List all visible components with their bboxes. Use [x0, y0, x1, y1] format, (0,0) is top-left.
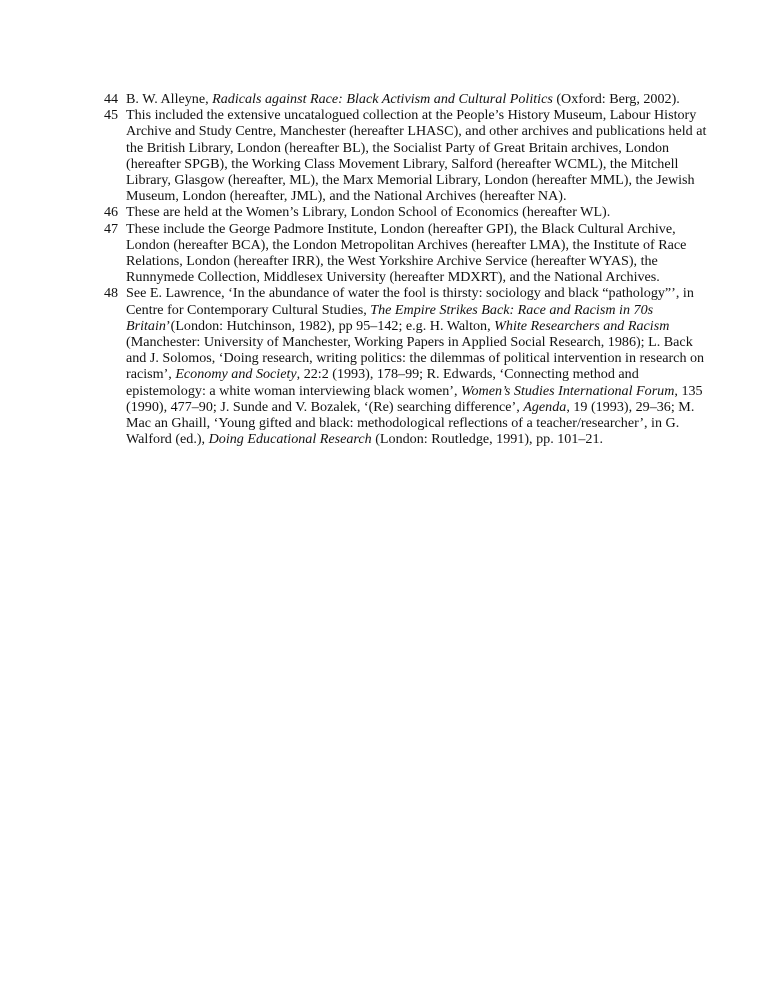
endnote-text: See E. Lawrence, ‘In the abundance of water the fool is thirsty: sociology and black “pathology”’, in Centre for Contemporary Cultural Studies, The Empire Strikes Back: Race and Racism in 70s Britain’(London: Hutchinson, 1982), pp 95–142; e.g. H. Walton, White Researchers and Racism (Manchester: University of Manchester, Working Papers in Applied Social Research, 1986); L. Back and J. Solomos, ‘Doing research, writing politics: the dilemmas of political intervention in research on racism’, Economy and Society, 22:2 (1993), 178–99; R. Edwards, ‘Connecting method and epistemology: a white woman interviewing black women’, Women’s Studies International Forum, 135 (1990), 477–90; J. Sunde and V. Bozalek, ‘(Re) searching difference’, Agenda, 19 (1993), 29–36; M. Mac an Ghaill, ‘Young gifted and black: methodological reflections of a teacher/researcher’, in G. Walford (ed.), Doing Educational Research (London: Routledge, 1991), pp. 101–21. — [126, 285, 705, 448]
endnote-44 — [104, 91, 710, 107]
endnote-47 — [104, 221, 710, 286]
endnotes-list — [104, 91, 710, 447]
endnote-number: 46 — [104, 204, 119, 221]
endnote-number: 47 — [104, 220, 119, 237]
endnote-text: B. W. Alleyne, Radicals against Race: Black Activism and Cultural Politics (Oxford: Berg, 2002). — [126, 91, 680, 107]
endnote-text: These include the George Padmore Institute, London (hereafter GPI), the Black Cultural Archive, London (hereafter BCA), the London Metropolitan Archives (hereafter LMA), the Institute of Race Relations, London (hereafter IRR), the West Yorkshire Archive Service (hereafter WYAS), the Runnymede Collection, Middlesex University (hereafter MDXRT), and the National Archives. — [126, 220, 687, 286]
endnote-number: 45 — [104, 107, 119, 124]
endnote-46 — [104, 204, 710, 220]
endnote-text: These are held at the Women’s Library, London School of Economics (hereafter WL). — [126, 204, 611, 221]
endnote-48 — [104, 285, 710, 447]
endnote-45 — [104, 107, 710, 204]
endnote-number: 48 — [104, 285, 119, 302]
endnote-number: 44 — [104, 91, 119, 107]
endnote-text: This included the extensive uncatalogued collection at the People’s History Museum, Labour History Archive and Study Centre, Manchester (hereafter LHASC), and other archives and publications held at the British Library, London (hereafter BL), the Socialist Party of Great Britain archives, London (hereafter SPGB), the Working Class Movement Library, Salford (hereafter WCML), the Mitchell Library, Glasgow (hereafter, ML), the Marx Memorial Library, London (hereafter MML), the Jewish Museum, London (hereafter, JML), and the National Archives (hereafter NA). — [126, 107, 707, 205]
